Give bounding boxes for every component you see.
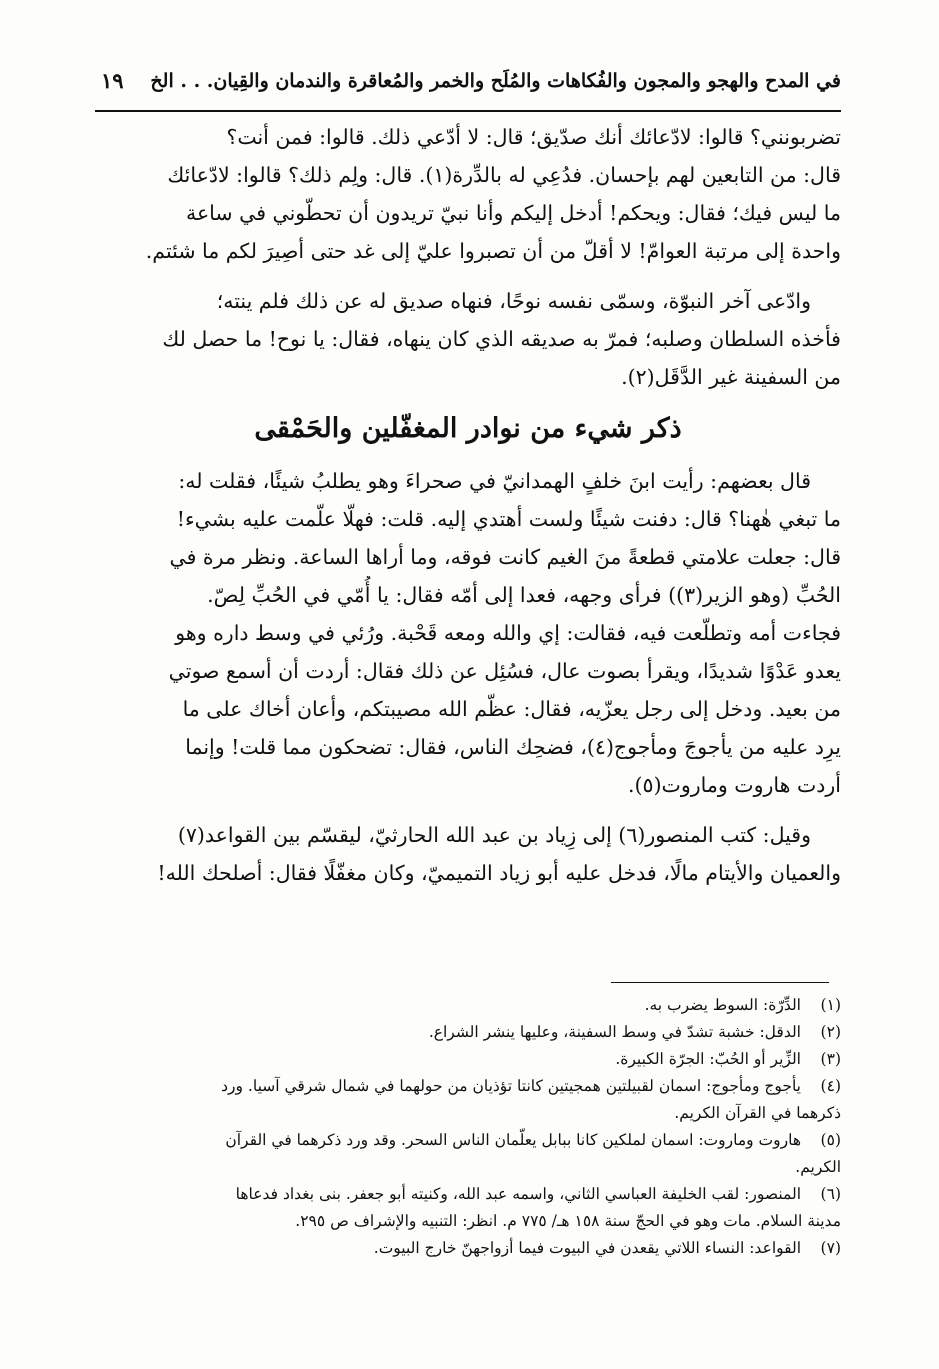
running-header (95, 62, 841, 112)
footnote (95, 1046, 841, 1073)
text-line: فأخذه السلطان وصلبه؛ فمرّ به صديقه الذي كان ينهاه، فقال: يا نوح! ما حصل لك (162, 327, 841, 351)
footnote (95, 1019, 841, 1046)
text-line: قال: من التابعين لهم بإحسان. فدُعِي له بالدِّرة(١). قال: ولِم ذلك؟ قالوا: لادّعائك (167, 163, 841, 187)
footnote-text: الدقل: خشبة تشدّ في وسط السفينة، وعليها ينشر الشراع. (428, 1023, 801, 1041)
page-number: ١٩ (101, 68, 124, 93)
footnote-number: (٥) (820, 1131, 841, 1149)
text-line: يعدو عَدْوًا شديدًا، ويقرأ بصوت عال، فسُئِل عن ذلك فقال: أردت أن أسمع صوتي (168, 659, 841, 683)
text-line: والعميان والأيتام مالًا، فدخل عليه أبو زياد التميميّ، وكان مغفّلًا فقال: أصلحك الله! (157, 861, 841, 885)
footnote-number: (١) (820, 996, 841, 1014)
footnote-number: (٢) (820, 1023, 841, 1041)
text-line: فجاءت أمه وتطلّعت فيه، فقالت: إي والله ومعه قَحْبة. ورُئي في وسط داره وهو (175, 621, 841, 645)
footnote-continuation: الكريم. (795, 1158, 841, 1176)
footnote-text: المنصور: لقب الخليفة العباسي الثاني، واسمه عبد الله، وكنيته أبو جعفر. بنى بغداد فدعاها (235, 1185, 801, 1203)
footnote-number: (٧) (820, 1239, 841, 1257)
text-line: قال بعضهم: رأيت ابنَ خلفٍ الهمدانيّ في صحراءَ وهو يطلبُ شيئًا، فقلت له: (178, 469, 811, 493)
text-line: من السفينة غير الدَّقَل(٢). (621, 365, 841, 389)
text-line: من بعيد. ودخل إلى رجل يعزّيه، فقال: عظّم الله مصيبتكم، وأعان أخاك على ما (182, 697, 841, 721)
text-line: وادّعى آخر النبوّة، وسمّى نفسه نوحًا، فنهاه صديق له عن ذلك فلم ينته؛ (216, 289, 811, 313)
footnote-text: هاروت وماروت: اسمان لملكين كانا ببابل يعلّمان الناس السحر. وقد ورد ذكرهما في القرآن (225, 1131, 801, 1149)
footnote-text: يأجوج ومأجوج: اسمان لقبيلتين همجيتين كانتا تؤذيان من حولهما في شمال شرقي آسيا. ورد (221, 1077, 801, 1095)
text-line: يرِد عليه من يأجوجَ ومأجوج(٤)، فضحِك الناس، فقال: تضحكون مما قلت! وإنما (185, 735, 841, 759)
footnote-separator (611, 982, 829, 983)
footnote-number: (٣) (820, 1050, 841, 1068)
footnote-number: (٦) (820, 1185, 841, 1203)
footnote (95, 992, 841, 1019)
text-line: أردت هاروت وماروت(٥). (628, 773, 841, 797)
footnote (95, 1127, 841, 1154)
text-line: واحدة إلى مرتبة العوامّ! لا أقلّ من أن تصبروا عليّ إلى غد حتى أصِيرَ لكم ما شئتم. (145, 239, 841, 263)
footnotes (95, 992, 841, 1262)
section-heading: ذكر شيء من نوادر المغفّلين والحَمْقى (254, 413, 682, 444)
text-line: تضربونني؟ قالوا: لادّعائك أنك صدّيق؛ قال: لا أدّعي ذلك. قالوا: فمن أنت؟ (226, 125, 841, 149)
footnote-continuation: مدينة السلام. مات وهو في الحجّ سنة ١٥٨ هـ/ ٧٧٥ م. انظر: التنبيه والإشراف ص ٢٩٥. (295, 1212, 841, 1230)
footnote-text: الدِّرّة: السوط يضرب به. (644, 996, 801, 1014)
footnote-text: الزِّير أو الحُبّ: الجرّة الكبيرة. (615, 1050, 801, 1068)
text-line: قال: جعلت علامتي قطعةً منَ الغيم كانت فوقه، وما أراها الساعة. ونظر مرة في (169, 545, 841, 569)
footnote-continuation: ذكرهما في القرآن الكريم. (674, 1104, 841, 1122)
footnote (95, 1181, 841, 1208)
text-line: ما ليس فيك؛ فقال: ويحكم! أدخل إليكم وأنا نبيّ تريدون أن تحطّوني في ساعة (185, 201, 841, 225)
footnote-text: القواعد: النساء اللاتي يقعدن في البيوت فيما أزواجهنّ خارج البيوت. (373, 1239, 801, 1257)
footnote-number: (٤) (820, 1077, 841, 1095)
footnote (95, 1235, 841, 1262)
text-line: الحُبِّ (وهو الزير(٣)) فرأى وجهه، فعدا إلى أمّه فقال: يا أُمّي في الحُبِّ لِصّ. (207, 583, 841, 607)
text-line: وقيل: كتب المنصور(٦) إلى زِياد بن عبد الله الحارثيّ، ليقسّم بين القواعد(٧) (177, 823, 811, 847)
main-text (95, 118, 841, 892)
footnote (95, 1073, 841, 1100)
text-line: ما تبغي هٰهنا؟ قال: دفنت شيئًا ولست أهتدي إليه. قلت: فهلّا علّمت عليه بشيء! (176, 507, 841, 531)
running-title: في المدح والهجو والمجون والفُكاهات والمُلَح والخمر والمُعاقرة والندمان والقِيان. . . الخ (150, 70, 841, 92)
